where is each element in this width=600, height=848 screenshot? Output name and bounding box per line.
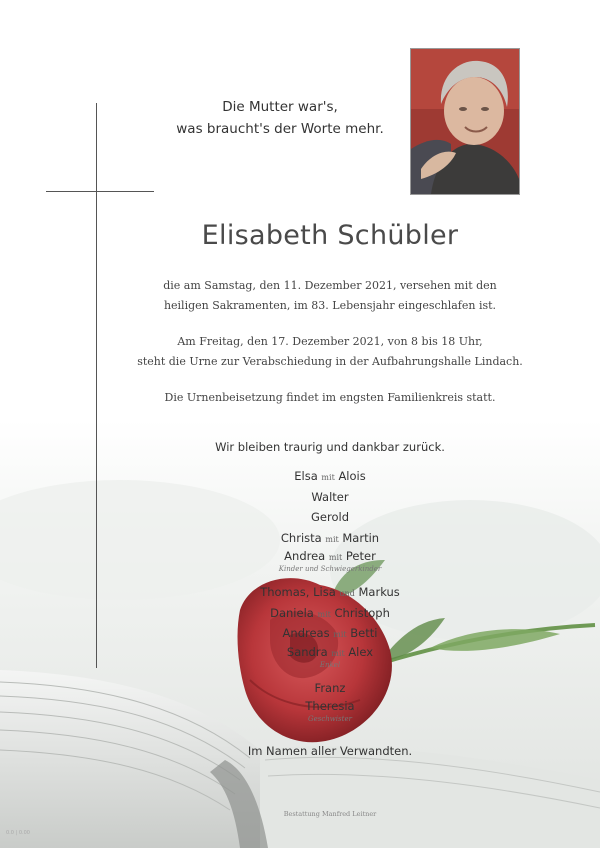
mourner-row (100, 548, 560, 564)
mourner-name: Daniela (270, 605, 314, 620)
mourner-name: Walter (311, 489, 349, 504)
mourner-conjunction: mit (333, 630, 347, 639)
undertaker-credit: Bestattung Manfred Leitner (283, 810, 377, 818)
mourner-conjunction: mit (325, 534, 339, 544)
mourner-name: Markus (358, 585, 400, 599)
deceased-name: Elisabeth Schübler (201, 220, 459, 251)
mourner-row (100, 623, 560, 644)
mourner-name: Christa (280, 530, 322, 545)
burial-paragraph: Die Urnenbeisetzung findet im engsten Familienkreis statt. (164, 391, 496, 404)
quote-line-2: was braucht's der Worte mehr. (176, 121, 384, 137)
mourner-name: Peter (345, 549, 376, 563)
farewell-line: Wir bleiben traurig und dankbar zurück. (215, 440, 445, 454)
paragraph2-line-1: Am Freitag, den 17. Dezember 2021, von 8 bis 18 Uhr, (177, 335, 483, 348)
viewing-paragraph (100, 332, 560, 372)
mourner-name: Gerold (311, 510, 349, 524)
cross-vertical-bar (96, 103, 97, 668)
mourner-row (100, 603, 560, 624)
mourner-conjunction: mit (317, 609, 331, 619)
memorial-quote (150, 96, 410, 140)
mourner-row (100, 644, 560, 660)
mourner-name: Alois (338, 469, 366, 483)
mourner-name: Alex (348, 644, 374, 659)
portrait-photo (410, 48, 520, 195)
mourner-row (100, 466, 560, 487)
mourner-name: Andrea (284, 549, 326, 563)
mourner-name: Theresia (305, 699, 355, 713)
mourner-name: Martin (342, 530, 380, 545)
mourner-name: Franz (314, 680, 346, 695)
paragraph1-line-2: heiligen Sakramenten, im 83. Lebensjahr eingeschlafen ist. (163, 299, 497, 312)
mourner-row (100, 698, 560, 714)
mourners-list (100, 466, 560, 734)
mourner-name: Betti (350, 626, 378, 640)
mourner-row (100, 507, 560, 528)
cross-horizontal-bar (46, 191, 154, 192)
portrait-illustration (411, 49, 519, 194)
paragraph2-line-2: steht die Urne zur Verabschiedung in der Aufbahrungshalle Lindach. (137, 355, 523, 368)
group-caption-grandchildren: Enkel (319, 660, 341, 669)
mourner-conjunction: mit (331, 648, 345, 658)
mourner-row (100, 678, 560, 699)
mourner-name: Sandra (286, 644, 328, 659)
mourner-row (100, 487, 560, 508)
mourner-name: Andreas (282, 626, 330, 640)
mourner-name: Elsa (294, 469, 318, 483)
quote-line-1: Die Mutter war's, (222, 99, 338, 115)
mourner-conjunction: mit (321, 473, 335, 482)
closing-line: Im Namen aller Verwandten. (247, 744, 413, 758)
footer-code: 0.0 | 0.00 (6, 830, 30, 836)
group-caption-children: Kinder und Schwiegerkinder (278, 565, 382, 573)
mourner-row (100, 528, 560, 549)
mourner-conjunction: und (339, 589, 355, 598)
paragraph1-line-1: die am Samstag, den 11. Dezember 2021, versehen mit den (163, 279, 497, 292)
mourner-row (100, 582, 560, 603)
death-notice-paragraph (100, 276, 560, 316)
mourner-name: Christoph (334, 605, 390, 620)
mourner-name: Thomas, Lisa (260, 585, 336, 599)
group-caption-siblings: Geschwister (308, 715, 352, 723)
mourner-conjunction: mit (328, 553, 343, 562)
